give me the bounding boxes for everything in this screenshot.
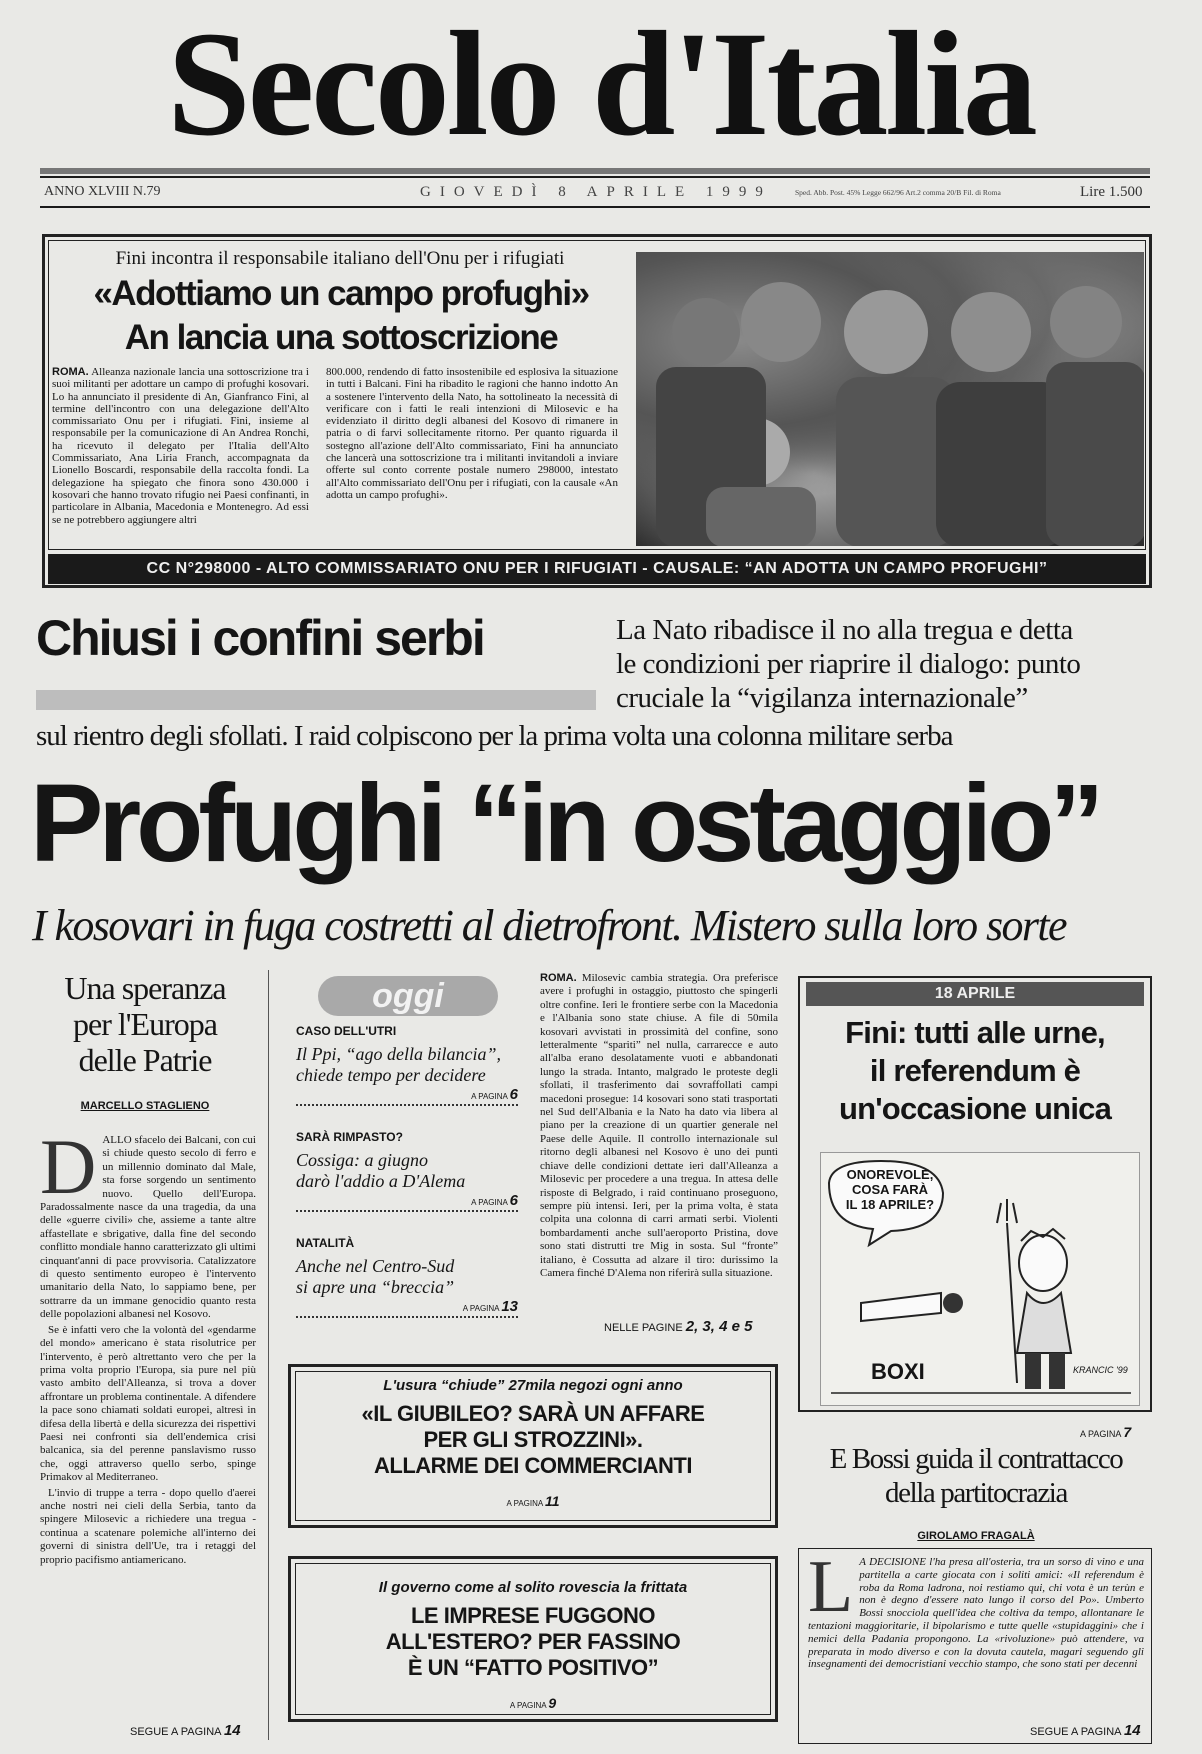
price: Lire 1.500 [1080, 184, 1143, 200]
cartoon [820, 1152, 1140, 1406]
editorial-jump[interactable] [130, 1722, 241, 1739]
oggi-item-2-text-1: Cossiga: a giugno [296, 1150, 429, 1170]
giubileo-box[interactable] [288, 1364, 778, 1528]
imprese-ref-label: A PAGINA [509, 1701, 547, 1710]
editorial-paragraph-3: L'invio di truppe a terra - dopo quello d'aerei anche nostri nei cieli della Serbia, tanto da spingere Milosevic a richiedere una tregua - continua a scatenare polemiche all'interno dei governi di sinistra dell'Ue, tra i retaggi del proprio pacifismo antiamericano. [40, 1486, 256, 1566]
masthead-rule-top [40, 168, 1150, 174]
oggi-badge [318, 976, 498, 1016]
oggi-item-1-page: 6 [509, 1086, 518, 1103]
oggi-item-3-ref [296, 1298, 518, 1318]
lead-body [540, 972, 778, 1308]
imprese-line-2: ALL'ESTERO? PER FASSINO [385, 1629, 681, 1654]
imprese-kicker: Il governo come al solito rovescia la frittata [378, 1579, 688, 1596]
editorial-body [40, 1134, 256, 1718]
lead-headline: Profughi “in ostaggio” [30, 762, 1100, 885]
masthead-rule-2 [40, 176, 1150, 178]
oggi-item-2[interactable] [296, 1130, 518, 1220]
referendum-tag-label: 18 APRILE [934, 985, 1016, 1002]
cartoon-caption: BOXI [871, 1359, 925, 1384]
refugee-children-photo [636, 252, 1144, 546]
imprese-line-1: LE IMPRESE FUGGONO [410, 1603, 656, 1628]
oggi-item-3-ref-label: A PAGINA [462, 1304, 500, 1313]
oggi-item-3-text-1: Anche nel Centro-Sud [296, 1256, 455, 1276]
giubileo-ref [291, 1493, 775, 1509]
giubileo-ref-label: A PAGINA [506, 1499, 543, 1508]
oggi-item-1[interactable] [296, 1024, 518, 1114]
imprese-ref [291, 1695, 775, 1711]
referendum-ref-label: A PAGINA [1080, 1429, 1121, 1439]
top-story-kicker: Fini incontra il responsabile italiano dell'Onu per i rifugiati [115, 248, 565, 269]
oggi-item-2-text-2: darò l'addio a D'Alema [296, 1171, 466, 1191]
oggi-item-3-page: 13 [501, 1298, 518, 1315]
lead-jump-pages: 2, 3, 4 e 5 [685, 1318, 753, 1335]
top-story-body-1: Alleanza nazionale lancia una sottoscrizione tra i suoi militanti per adottare un campo di profughi kosovari. Lo ha annunciato il presidente di An, Gianfranco Fini, al termine dell'incontro con una delegazione dell'Alto commissariato Onu per i rifugiati. Fini, insieme al responsabile per la comunicazione di An Andrea Ronchi, ha ricevuto il delegato per l'Italia dell'Alto Commissariato, Ana Liria Franch, accompagnata da Lionello Boscardi, responsabile della raccolta fondi. La delegazione ha spiegato che finora sono 430.000 i kosovari che hanno trovato rifugio nei Paesi confinanti, in particolare in Albania, Macedonia e Montenegro. Ad essi se ne potrebbero aggiungere altri [52, 366, 309, 526]
lead-jump-label: NELLE PAGINE [604, 1322, 683, 1334]
lead-body-text: Milosevic cambia strategia. Ora preferisce avere i profughi in ostaggio, piuttosto che spingerli oltre confine. Ieri le frontiere serbe con la Macedonia e l'Albania sono state chiuse. A file di 50mila kosovari avvistati in prossimità del confine, sono letteralmente “spariti” nel nulla, carrarecce e auto all'alba erano desolatamente vuoti e abbandonati lungo la strada. Intanto, malgrado le proteste degli sfollati, il trasferimento dai sovraffollati campi macedoni prosegue: 14 kosovari sono stati trasportati nel Sud dell'Albania e la Nato ha dato via libera al piano per la creazione di un quartier generale nel Paese delle Aquile. Il controllo internazionale sul ritorno degli albanesi nel Kosovo è uno dei punti chiave delle condizioni dettate ieri dall'Alleanza a Milosevic per procedere a una tregua. In attesa delle risposte di Belgrado, i raid continuano proseguono, sempre più intensi. Ieri, per la prima volta, è stata colpita una colonna di carri armati serbi. Violenti bombardamenti anche sull'aeroporto Pristina, dove sono stati distrutti tre Mig in sosta. Sul “fronte” italiano, è Cossutta ad alzare il tiro: durissimo la Camera finché D'Alema non riferirà sulla situazione. [540, 972, 778, 1279]
top-story-body-2: 800.000, rendendo di fatto insostenibile ed esplosiva la situazione in tutti i Balcani. Fini ha ribadito le ragioni che hanno indotto An a sostenere l'intervento della Nato, ha sottolineato la necessità di verificare con i fatti le reali intenzioni di Milosevic e ha evidenziato il diritto degli albanesi del Kosovo di rimanere in patria o di farvi sollecitamente ritorno. Per quanto riguarda il sostegno all'azione dell'Alto commissariato, Fini ha annunciato che lancerà una sottoscrizione tra i militanti invitandoli a inviare offerte sul conto corrente postale numero 298000, intestato all'Alto commissariato dell'Onu per i rifugiati, con la causale «An adotta un campo profughi». [326, 366, 618, 501]
editorial-author: MARCELLO STAGLIENO [80, 1100, 210, 1112]
top-story-col1 [52, 366, 309, 544]
editorial-title-line-3: delle Patrie [78, 1042, 212, 1078]
imprese-box[interactable] [288, 1556, 778, 1722]
bossi-title [796, 1442, 1156, 1510]
referendum-headline[interactable] [806, 1014, 1144, 1128]
referendum-line-2: il referendum è [869, 1053, 1081, 1088]
oggi-item-2-ref [296, 1192, 518, 1212]
referendum-page: 7 [1123, 1424, 1132, 1440]
imprese-page: 9 [548, 1695, 557, 1711]
bossi-body-text: A DECISIONE l'ha presa all'osteria, tra un sorso di vino e una partitella a carte giocata con i soliti amici: «Il referendum è roba da Roma ladrona, noi restiamo qui, chi vota è un terùn e non è degno d'essere nato lungo il corso del Po». Umberto Bossi snocciola quell'idea che coltiva da tempo, allontanare le tentazioni maggioritarie, il bipolarismo e tutte quelle «stupidaggini» che i nemici della Padania propongono. La «rivoluzione» può attendere, va preparata in modo diverso e con la dovuta cautela, magari seguendo gli insegnamenti dei democristiani vecchio stampo, che sono stati per decenni [808, 1556, 1144, 1671]
lead-dateline: ROMA. [540, 972, 577, 984]
bossi-dropcap: L [808, 1556, 854, 1628]
oggi-item-3-label: NATALITÀ [296, 1236, 355, 1250]
imprese-line-3: È UN “FATTO POSITIVO” [407, 1655, 659, 1680]
lead-kicker-headline: Chiusi i confini serbi [36, 610, 484, 666]
referendum-ref[interactable] [1080, 1424, 1131, 1440]
issue-date: GIOVEDÌ 8 APRILE 1999 [420, 184, 772, 200]
giubileo-line-1: «IL GIUBILEO? SARÀ UN AFFARE [361, 1401, 705, 1426]
cartoon-bubble-line-2: COSA FARÀ [851, 1182, 929, 1197]
children-silhouettes [636, 252, 1144, 546]
bossi-body [808, 1556, 1144, 1712]
bossi-title-line-1: E Bossi guida il contrattacco [829, 1443, 1123, 1475]
cartoon-bubble-line-1: ONOREVOLE, [846, 1167, 934, 1182]
oggi-item-3-text-2: si apre una “breccia” [296, 1277, 455, 1297]
giubileo-line-2: PER GLI STROZZINI». [423, 1427, 643, 1452]
editorial-jump-label: SEGUE A PAGINA [130, 1726, 221, 1738]
oggi-item-1-text-2: chiede tempo per decidere [296, 1065, 486, 1085]
editorial-paragraph-1: ALLO sfacelo dei Balcani, con cui si chiude questo secolo di ferro e un millennio dominato dal Male, sta forse sorgendo un sentimento nuovo. Quello dell'Europa. Paradossalmente nasce da una tragedia, da una delle «guerre civili» che, assieme a tante altre affastellate e sbrigative, dalla fine del secondo conflitto mondiale hanno caratterizzato gli ultimi cinquant'anni di pace provvisoria. Catalizzatore di questo sentimento europeo è l'intervento umanitario della Nato, lo sappiamo bene, per sottrarre da un immane genocidio quanto resta delle popolazioni albanesi nel Kosovo. [40, 1134, 256, 1321]
top-story-headline: «Adottiamo un campo profughi» [93, 274, 589, 313]
giubileo-kicker: L'usura “chiude” 27mila negozi ogni anno [383, 1377, 683, 1394]
cartoon-bubble [835, 1167, 945, 1212]
oggi-item-3[interactable] [296, 1236, 518, 1326]
oggi-item-2-label: SARÀ RIMPASTO? [296, 1130, 403, 1144]
editorial-title-line-1: Una speranza [64, 970, 226, 1006]
cartoon-bubble-line-3: IL 18 APRILE? [845, 1197, 935, 1212]
editorial-column-rule [268, 970, 269, 1740]
oggi-item-2-page: 6 [509, 1192, 518, 1209]
editorial-title-line-2: per l'Europa [73, 1006, 217, 1042]
bossi-jump-label: SEGUE A PAGINA [1030, 1726, 1121, 1738]
lead-subhead: I kosovari in fuga costretti al dietrofront. Mistero sulla loro sorte [32, 901, 1066, 950]
cartoon-signature: KRANCIC '99 [1073, 1365, 1128, 1375]
oggi-item-1-label: CASO DELL'UTRI [296, 1024, 397, 1038]
bossi-jump-page: 14 [1123, 1722, 1141, 1739]
donation-banner-text: CC N°298000 - ALTO COMMISSARIATO ONU PER I RIFUGIATI - CAUSALE: “AN ADOTTA UN CAMPO PROFUGHI” [146, 560, 1048, 577]
oggi-badge-label: oggi [372, 977, 444, 1015]
issue-number: ANNO XLVIII N.79 [44, 184, 161, 199]
editorial-paragraph-2: Se è infatti vero che la volontà del «gendarme del mondo» americano è stata risolutrice per l'intervento, è però altrettanto vero che per la prima volta proprio l'Europa, sia pure nel più vasto ambito dell'Alleanza, si trova a dover affrontare un problema continentale. A difendere la pace sono chiamati soldati europei, altresì in difesa della libertà e della sicurezza dei rispettivi Paesi nei confronti sia dell'endemica crisi balcanica, sia del perenne panslavismo russo che, oggi attraverso quello serbo, spinge Primakov al Mediterraneo. [40, 1323, 256, 1484]
giubileo-page: 11 [545, 1493, 560, 1509]
referendum-line-3: un'occasione unica [838, 1091, 1112, 1126]
top-story-col2 [326, 366, 618, 544]
postal-info: Sped. Abb. Post. 45% Legge 662/96 Art.2 comma 20/B Fil. di Roma [795, 188, 1001, 197]
oggi-item-1-ref [296, 1086, 518, 1106]
lead-kicker-text-3: cruciale la “vigilanza internazionale” [616, 682, 1028, 714]
top-story-dateline: ROMA. [52, 366, 89, 378]
bossi-jump[interactable] [1030, 1722, 1141, 1739]
lead-kicker-gray-bar [36, 690, 596, 710]
masthead-rule-bottom [40, 206, 1150, 208]
referendum-line-1: Fini: tutti alle urne, [845, 1015, 1105, 1050]
bossi-author: GIROLAMO FRAGALÀ [917, 1530, 1035, 1542]
donation-banner [48, 554, 1146, 584]
oggi-item-1-ref-label: A PAGINA [471, 1092, 508, 1101]
referendum-tag [806, 982, 1144, 1006]
lead-kicker-text-1: La Nato ribadisce il no alla tregua e detta [616, 614, 1073, 646]
lead-kicker-text-4: sul rientro degli sfollati. I raid colpiscono per la prima volta una colonna militare serba [36, 720, 953, 752]
top-story-subhead: An lancia una sottoscrizione [124, 318, 558, 357]
editorial-dropcap: D [40, 1134, 97, 1210]
masthead-title: Secolo d'Italia [167, 1, 1035, 167]
editorial-title [30, 970, 260, 1078]
lead-kicker-text-2: le condizioni per riaprire il dialogo: punto [616, 648, 1081, 680]
lead-jump[interactable] [604, 1318, 752, 1335]
oggi-item-2-ref-label: A PAGINA [471, 1198, 508, 1207]
editorial-jump-page: 14 [223, 1722, 241, 1739]
oggi-item-1-text-1: Il Ppi, “ago della bilancia”, [296, 1044, 501, 1064]
bossi-title-line-2: della partitocrazia [885, 1477, 1067, 1509]
giubileo-line-3: ALLARME DEI COMMERCIANTI [374, 1453, 692, 1478]
